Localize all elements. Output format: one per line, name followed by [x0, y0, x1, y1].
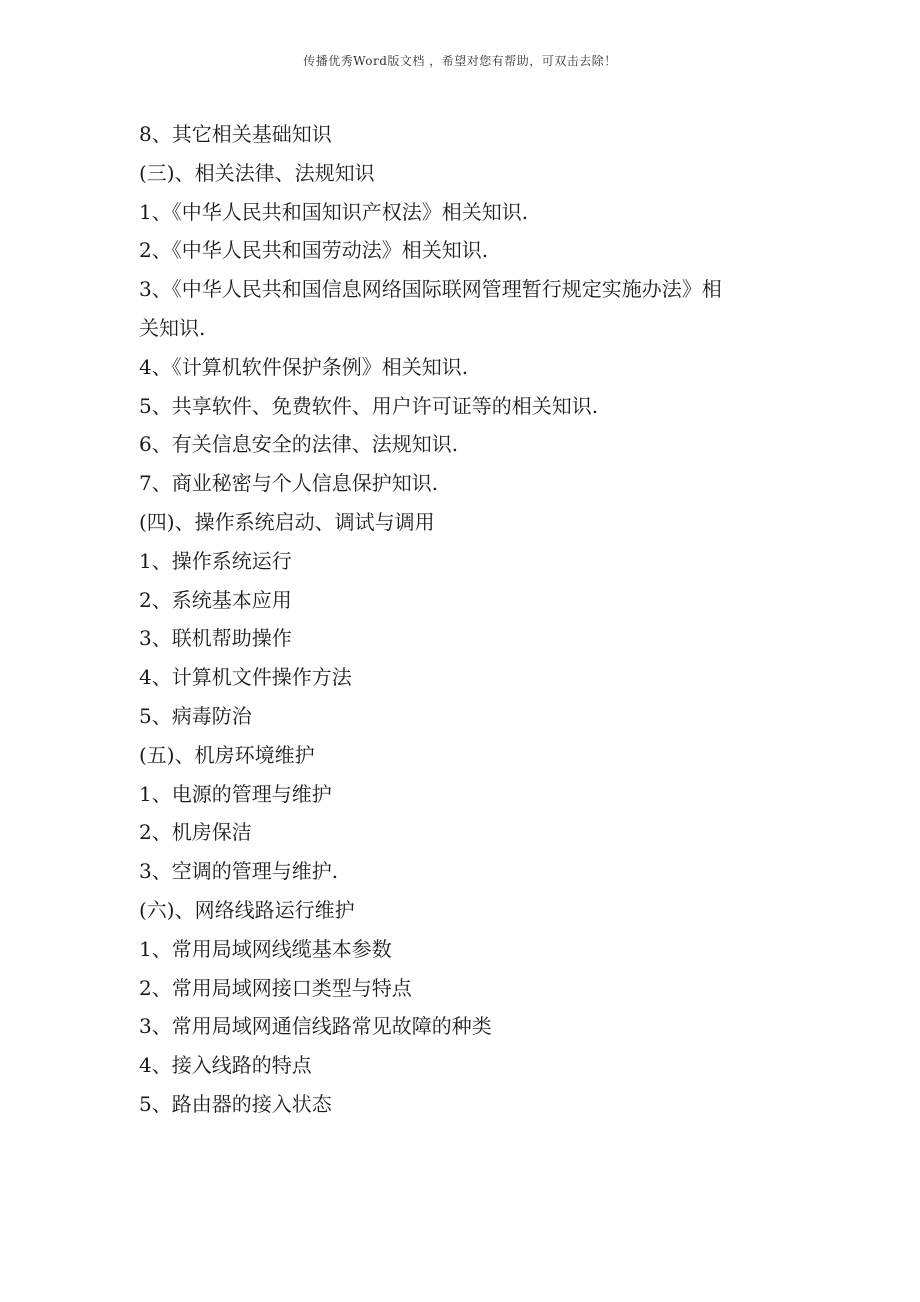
section-heading: (六)、网络线路运行维护: [139, 897, 355, 922]
text-line: 2、常用局域网接口类型与特点: [139, 975, 412, 1000]
section-heading: (三)、相关法律、法规知识: [139, 160, 375, 185]
text-line-continuation: 关知识.: [139, 315, 206, 340]
text-line: 5、共享软件、免费软件、用户许可证等的相关知识.: [139, 393, 599, 418]
text-line: 2、《中华人民共和国劳动法》相关知识.: [139, 238, 489, 263]
text-line: 1、操作系统运行: [139, 548, 292, 573]
section-heading: (五)、机房环境维护: [139, 742, 315, 767]
text-line: 5、病毒防治: [139, 703, 252, 728]
page-header-note: 传播优秀Word版文档 ，希望对您有帮助，可双击去除！: [303, 54, 617, 68]
text-line: 2、系统基本应用: [139, 587, 292, 612]
text-line: 5、路由器的接入状态: [139, 1091, 332, 1116]
text-line: 1、电源的管理与维护: [139, 781, 332, 806]
text-line: 4、计算机文件操作方法: [139, 665, 352, 690]
text-line: 4、接入线路的特点: [139, 1053, 312, 1078]
text-line: 1、常用局域网线缆基本参数: [139, 936, 392, 961]
text-line: 3、空调的管理与维护.: [139, 859, 339, 884]
text-line: 3、常用局域网通信线路常见故障的种类: [139, 1014, 492, 1039]
section-heading: (四)、操作系统启动、调试与调用: [139, 509, 435, 534]
document-body: [139, 115, 789, 1124]
text-line: 3、联机帮助操作: [139, 626, 292, 651]
text-line: 1、《中华人民共和国知识产权法》相关知识.: [139, 199, 529, 224]
text-line: 2、机房保洁: [139, 820, 252, 845]
text-line: 7、商业秘密与个人信息保护知识.: [139, 471, 439, 496]
text-line: 3、《中华人民共和国信息网络国际联网管理暂行规定实施办法》相: [139, 277, 722, 302]
text-line: 8、其它相关基础知识: [139, 122, 332, 146]
text-line: 4、《计算机软件保护条例》相关知识.: [139, 354, 469, 379]
text-line: 6、有关信息安全的法律、法规知识.: [139, 432, 459, 457]
